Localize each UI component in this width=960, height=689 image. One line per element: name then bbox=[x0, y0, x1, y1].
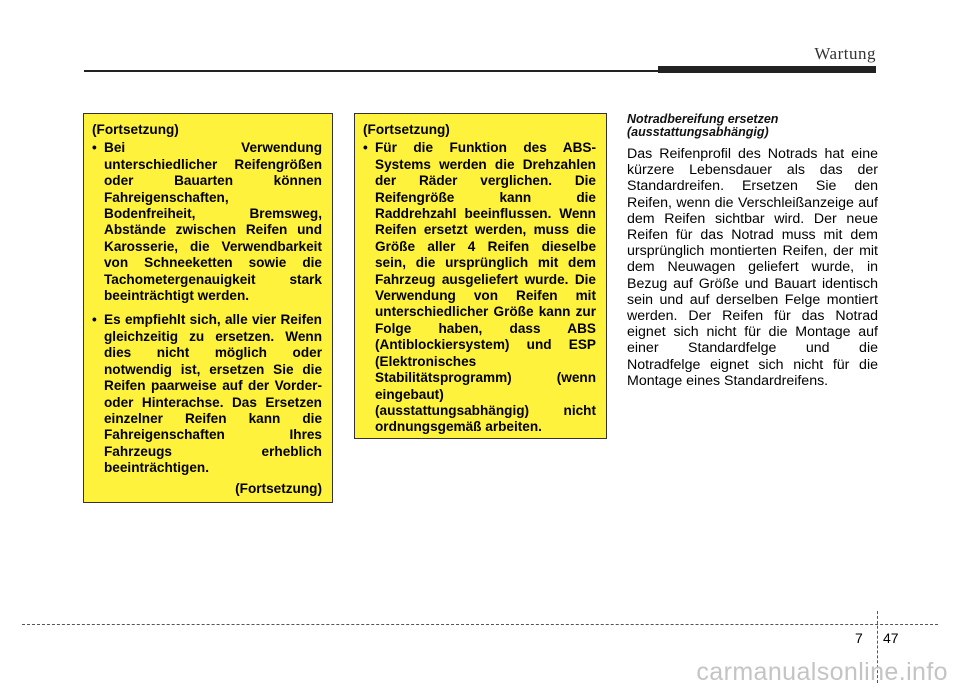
continued-label-top: (Fortsetzung) bbox=[92, 122, 179, 137]
footer-rule bbox=[22, 624, 938, 625]
watermark: carmanualsonline.info bbox=[696, 658, 948, 686]
section-body: Das Reifenprofil des Notrads hat eine kürzere Lebensdauer als das der Standardreifen. Ersetzen Sie den Reifen, wenn die Verschleißanzeige auf dem Reifen sichtbar wird. Der neue Reifen für das Notrad muss mit dem ursprünglich montierten Reifen, der mit dem Neuwagen geliefert wurde, in Bezug auf Größe und Bauart identisch sein und auf derselben Felge montiert werden. Der Reifen für das Notrad eignet sich nicht für die Montage auf einer Standardfelge und die Notradfelge eignet sich nicht für die Montage eines Standardreifens. bbox=[627, 146, 878, 389]
bullet-icon: • bbox=[92, 312, 97, 328]
warning-box-abs bbox=[354, 113, 607, 439]
list-item bbox=[92, 312, 322, 476]
page-number: 47 bbox=[883, 630, 899, 646]
bullet-text: Es empfiehlt sich, alle vier Reifen gleichzeitig zu ersetzen. Wenn dies nicht möglich oder notwendig ist, ersetzen Sie die Reifen paarweise auf der Vorder- oder Hinterachse. Das Ersetzen einzelner Reifen kann die Fahreigenschaften Ihres Fahrzeugs erheblich beeinträchtigen. bbox=[104, 312, 322, 476]
list-item bbox=[363, 140, 596, 435]
bullet-text: Für die Funktion des ABS-Systems werden die Drehzahlen der Räder verglichen. Die Reifengröße kann die Raddrehzahl beeinflussen. Wenn Reifen ersetzt werden, muss die Größe aller 4 Reifen dieselbe sein, die ursprünglich mit dem Fahrzeug ausgeliefert wurde. Die Verwendung von Reifen mit unterschiedlicher Größe kann zur Folge haben, dass ABS (Antiblockiersystem) und ESP (Elektronisches Stabilitätsprogramm) (wenn eingebaut) (ausstattungsabhängig) nicht ordnungsgemäß arbeiten. bbox=[375, 140, 596, 435]
continued-label-top: (Fortsetzung) bbox=[363, 122, 450, 137]
chapter-number: 7 bbox=[855, 630, 863, 646]
continued-label-bottom: (Fortsetzung) bbox=[235, 480, 322, 496]
bullet-icon: • bbox=[92, 140, 97, 156]
list-item bbox=[92, 140, 322, 304]
bullet-text: Bei Verwendung unterschiedlicher Reifengrößen oder Bauarten können Fahreigenschaften, Bodenfreiheit, Bremsweg, Abstände zwischen Reifen und Karosserie, die Verwendbarkeit von Schneeketten sowie die Tachometergenauigkeit stark beeinträchtigt werden. bbox=[104, 140, 322, 304]
header-bar bbox=[658, 66, 876, 73]
spare-tire-section bbox=[627, 113, 878, 389]
bullet-icon: • bbox=[363, 140, 368, 156]
warning-box-tire-sizes bbox=[83, 113, 333, 503]
section-title: Wartung bbox=[814, 44, 876, 63]
section-heading: Notradbereifung ersetzen (ausstattungsabhängig) bbox=[627, 112, 779, 139]
